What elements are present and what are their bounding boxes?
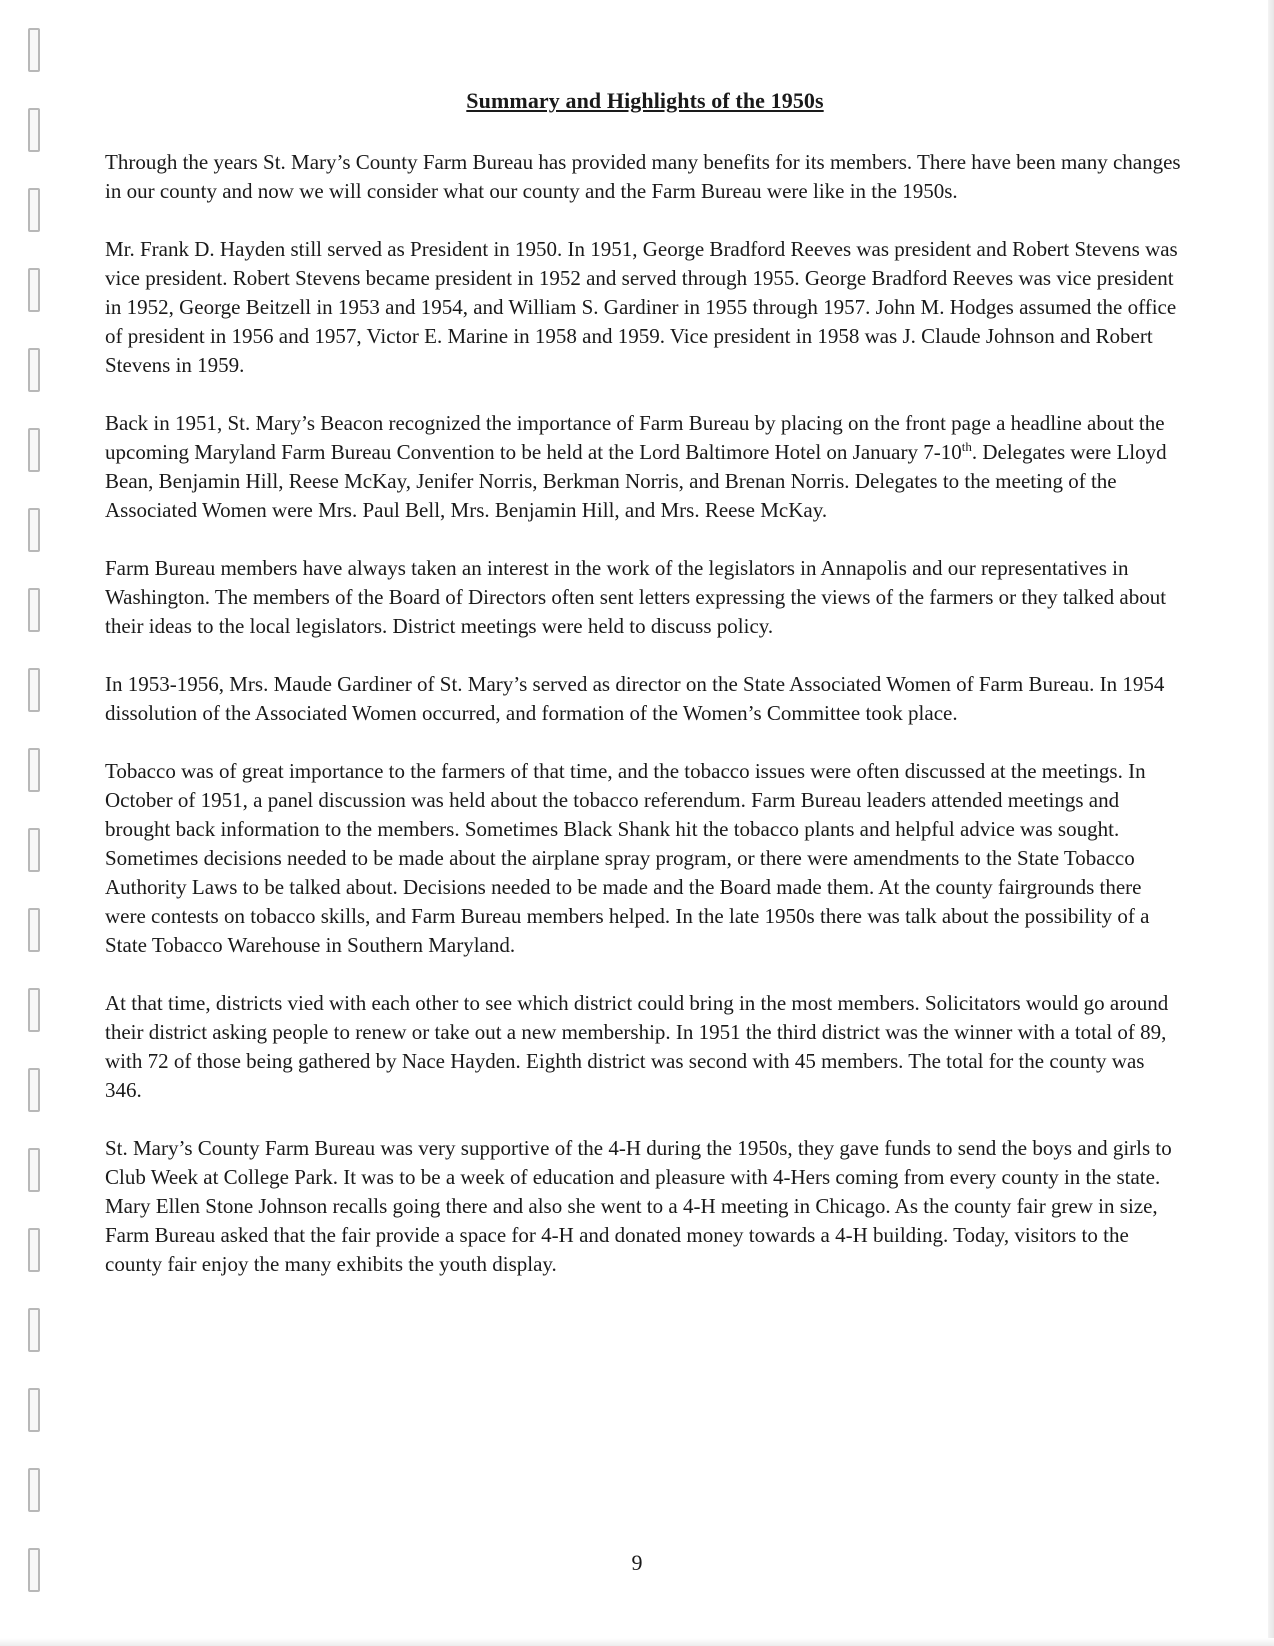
page-edge-bottom (0, 1638, 1274, 1646)
paragraph-intro: Through the years St. Mary’s County Farm Bureau has provided many benefits for its members. There have been many changes in our county and now we will consider what our county and the Farm Bureau were like in the 1950s. (105, 150, 1181, 203)
paragraph-4h: St. Mary’s County Farm Bureau was very supportive of the 4-H during the 1950s, they gave funds to send the boys and girls to Club Week at College Park. It was to be a week of education and pleasure with 4-Hers coming from every county in the state. Mary Ellen Stone Johnson recalls going there and also she went to a 4-H meeting in Chicago. As the county fair grew in size, Farm Bureau asked that the fair provide a space for 4-H and donated money towards a 4-H building. Today, visitors to the county fair enjoy the many exhibits the youth display. (105, 1136, 1172, 1276)
binder-hole (28, 1308, 40, 1352)
page-edge-right (1268, 0, 1274, 1646)
binder-hole (28, 1068, 40, 1112)
binder-hole (28, 108, 40, 152)
paragraph-associated-women: In 1953-1956, Mrs. Maude Gardiner of St. Mary’s served as director on the State Associated Women of Farm Bureau. In 1954 dissolution of the Associated Women occurred, and formation of the Women’s Committee took place. (105, 672, 1165, 725)
binder-hole (28, 28, 40, 72)
paragraph-beacon (105, 409, 1185, 525)
paragraph-membership: At that time, districts vied with each other to see which district could bring in the most members. Solicitators would go around their district asking people to renew or take out a new membership. In 1951 the third district was the winner with a total of 89, with 72 of those being gathered by Nace Hayden. Eighth district was second with 45 members. The total for the county was 346. (105, 991, 1169, 1102)
binder-hole (28, 908, 40, 952)
binder-hole (28, 988, 40, 1032)
binder-holes (22, 0, 52, 1646)
beacon-text-end: . Delegates were Lloyd Bean, Benjamin Hill, Reese McKay, Jenifer Norris, Berkman Norris, and Brenan Norris. Delegates to the meeting of the Associated Women were Mrs. Paul Bell, Mrs. Benjamin Hill, and Mrs. Reese McKay. (105, 440, 1167, 522)
page-number: 9 (631, 1550, 643, 1575)
paragraph-legislators: Farm Bureau members have always taken an interest in the work of the legislators in Annapolis and our representatives in Washington. The members of the Board of Directors often sent letters expressing the views of the farmers or they talked about their ideas to the local legislators. District meetings were held to discuss policy. (105, 556, 1167, 638)
binder-hole (28, 668, 40, 712)
binder-hole (28, 588, 40, 632)
binder-hole (28, 748, 40, 792)
paragraph-officers: Mr. Frank D. Hayden still served as President in 1950. In 1951, George Bradford Reeves was president and Robert Stevens was vice president. Robert Stevens became president in 1952 and served through 1955. George Bradford Reeves was vice president in 1952, George Beitzell in 1953 and 1954, and William S. Gardiner in 1955 through 1957. John M. Hodges assumed the office of president in 1956 and 1957, Victor E. Marine in 1958 and 1959. Vice president in 1958 was J. Claude Johnson and Robert Stevens in 1959. (105, 237, 1178, 377)
binder-hole (28, 188, 40, 232)
page-title: Summary and Highlights of the 1950s (466, 88, 824, 113)
binder-hole (28, 428, 40, 472)
binder-hole (28, 1388, 40, 1432)
binder-hole (28, 1228, 40, 1272)
binder-hole (28, 508, 40, 552)
beacon-text-start: Back in 1951, St. Mary’s Beacon recognized the importance of Farm Bureau by placing on the front page a headline about the upcoming Maryland Farm Bureau Convention to be held at the Lord Baltimore Hotel on January 7-10 (105, 411, 1165, 464)
document-body (105, 88, 1185, 1308)
binder-hole (28, 1468, 40, 1512)
binder-hole (28, 828, 40, 872)
binder-hole (28, 348, 40, 392)
paragraph-tobacco: Tobacco was of great importance to the farmers of that time, and the tobacco issues were often discussed at the meetings. In October of 1951, a panel discussion was held about the tobacco referendum. Farm Bureau leaders attended meetings and brought back information to the members. Sometimes Black Shank hit the tobacco plants and helpful advice was sought. Sometimes decisions needed to be made about the airplane spray program, or there were amendments to the State Tobacco Authority Laws to be talked about. Decisions needed to be made and the Board made them. At the county fairgrounds there were contests on tobacco skills, and Farm Bureau members helped. In the late 1950s there was talk about the possibility of a State Tobacco Warehouse in Southern Maryland. (105, 759, 1150, 957)
beacon-superscript: th (961, 439, 972, 454)
binder-hole (28, 1148, 40, 1192)
binder-hole (28, 268, 40, 312)
